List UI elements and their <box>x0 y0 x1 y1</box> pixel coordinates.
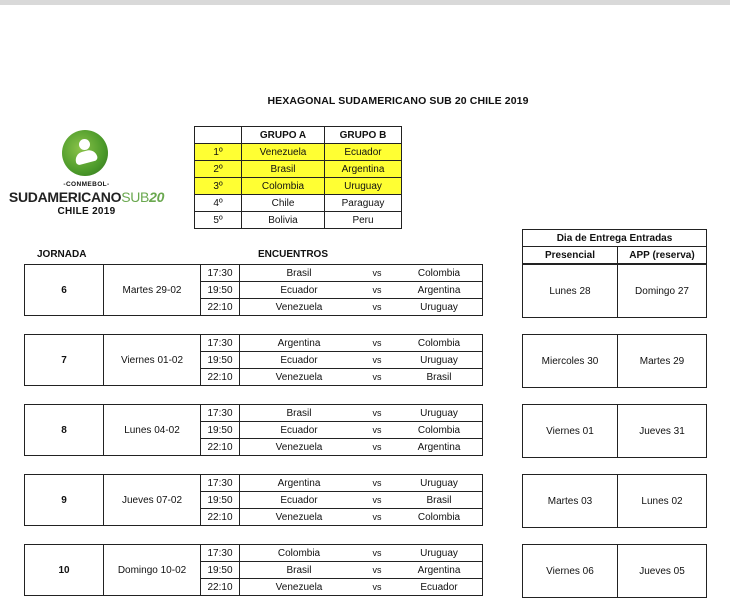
vs-label: vs <box>358 352 396 369</box>
vs-label: vs <box>358 299 396 316</box>
jornada-block <box>24 544 483 596</box>
away-team: Colombia <box>396 335 483 352</box>
match-time: 22:10 <box>201 369 240 386</box>
match-row <box>25 265 483 282</box>
group-a-team: Bolivia <box>242 212 325 229</box>
match-time: 19:50 <box>201 352 240 369</box>
away-team: Colombia <box>396 265 483 282</box>
vs-label: vs <box>358 509 396 526</box>
home-team: Ecuador <box>240 422 359 439</box>
vs-label: vs <box>358 579 396 596</box>
presencial-date: Lunes 28 <box>523 265 618 318</box>
group-a-team: Brasil <box>242 161 325 178</box>
away-team: Argentina <box>396 439 483 456</box>
groups-position: 3º <box>195 178 242 195</box>
presencial-date: Miercoles 30 <box>523 335 618 388</box>
jornada-date: Domingo 10-02 <box>104 545 201 596</box>
away-team: Argentina <box>396 282 483 299</box>
group-b-team: Paraguay <box>325 195 402 212</box>
app-header: APP (reserva) <box>618 247 707 264</box>
away-team: Argentina <box>396 562 483 579</box>
match-time: 19:50 <box>201 422 240 439</box>
groups-header-a: GRUPO A <box>242 127 325 144</box>
away-team: Ecuador <box>396 579 483 596</box>
tournament-logo <box>4 128 169 223</box>
away-team: Uruguay <box>396 475 483 492</box>
away-team: Uruguay <box>396 299 483 316</box>
match-time: 17:30 <box>201 475 240 492</box>
match-time: 19:50 <box>201 492 240 509</box>
presencial-header: Presencial <box>523 247 618 264</box>
home-team: Brasil <box>240 265 359 282</box>
home-team: Ecuador <box>240 282 359 299</box>
vs-label: vs <box>358 422 396 439</box>
groups-position: 4º <box>195 195 242 212</box>
logo-brand-text: SUDAMERICANOSUB20 <box>8 189 165 205</box>
entrega-block <box>522 264 707 318</box>
home-team: Venezuela <box>240 369 359 386</box>
app-date: Martes 29 <box>618 335 707 388</box>
presencial-date: Viernes 06 <box>523 545 618 598</box>
jornada-block <box>24 474 483 526</box>
top-bar <box>0 0 730 5</box>
entrega-header-table <box>522 229 707 264</box>
jornada-number: 9 <box>25 475 104 526</box>
jornada-block <box>24 264 483 316</box>
home-team: Venezuela <box>240 439 359 456</box>
soccer-player-icon <box>62 130 108 176</box>
match-row <box>25 335 483 352</box>
home-team: Brasil <box>240 405 359 422</box>
groups-row <box>195 195 402 212</box>
away-team: Brasil <box>396 492 483 509</box>
groups-position: 2º <box>195 161 242 178</box>
encuentros-header: ENCUENTROS <box>258 249 329 260</box>
group-a-team: Venezuela <box>242 144 325 161</box>
logo-conmebol-text: -CONMEBOL- <box>63 181 110 188</box>
jornada-block <box>24 404 483 456</box>
match-time: 17:30 <box>201 545 240 562</box>
match-row <box>25 405 483 422</box>
app-date: Jueves 31 <box>618 405 707 458</box>
match-time: 22:10 <box>201 299 240 316</box>
away-team: Uruguay <box>396 545 483 562</box>
home-team: Venezuela <box>240 579 359 596</box>
groups-row <box>195 144 402 161</box>
page-title: HEXAGONAL SUDAMERICANO SUB 20 CHILE 2019 <box>267 95 529 107</box>
app-date: Lunes 02 <box>618 475 707 528</box>
app-date: Domingo 27 <box>618 265 707 318</box>
groups-header-b: GRUPO B <box>325 127 402 144</box>
presencial-date: Martes 03 <box>523 475 618 528</box>
jornada-number: 7 <box>25 335 104 386</box>
entrega-block <box>522 544 707 598</box>
jornada-date: Jueves 07-02 <box>104 475 201 526</box>
groups-position: 5º <box>195 212 242 229</box>
home-team: Ecuador <box>240 492 359 509</box>
group-b-team: Uruguay <box>325 178 402 195</box>
group-a-team: Colombia <box>242 178 325 195</box>
vs-label: vs <box>358 562 396 579</box>
jornada-date: Viernes 01-02 <box>104 335 201 386</box>
groups-row <box>195 178 402 195</box>
groups-position: 1º <box>195 144 242 161</box>
entrega-block <box>522 474 707 528</box>
vs-label: vs <box>358 335 396 352</box>
away-team: Brasil <box>396 369 483 386</box>
jornada-date: Martes 29-02 <box>104 265 201 316</box>
home-team: Venezuela <box>240 509 359 526</box>
entrega-block <box>522 404 707 458</box>
home-team: Venezuela <box>240 299 359 316</box>
vs-label: vs <box>358 265 396 282</box>
match-row <box>25 475 483 492</box>
vs-label: vs <box>358 439 396 456</box>
match-time: 19:50 <box>201 562 240 579</box>
away-team: Colombia <box>396 422 483 439</box>
match-time: 22:10 <box>201 439 240 456</box>
away-team: Colombia <box>396 509 483 526</box>
jornada-header: JORNADA <box>37 249 87 260</box>
groups-header-row <box>195 127 402 144</box>
away-team: Uruguay <box>396 352 483 369</box>
group-b-team: Peru <box>325 212 402 229</box>
groups-row <box>195 161 402 178</box>
groups-row <box>195 212 402 229</box>
match-time: 17:30 <box>201 335 240 352</box>
match-row <box>25 545 483 562</box>
home-team: Argentina <box>240 475 359 492</box>
vs-label: vs <box>358 282 396 299</box>
vs-label: vs <box>358 405 396 422</box>
match-time: 22:10 <box>201 579 240 596</box>
vs-label: vs <box>358 545 396 562</box>
home-team: Ecuador <box>240 352 359 369</box>
jornada-number: 6 <box>25 265 104 316</box>
jornada-block <box>24 334 483 386</box>
match-time: 22:10 <box>201 509 240 526</box>
vs-label: vs <box>358 475 396 492</box>
away-team: Uruguay <box>396 405 483 422</box>
vs-label: vs <box>358 369 396 386</box>
logo-year-text: CHILE 2019 <box>57 206 116 217</box>
groups-table <box>194 126 402 229</box>
jornada-number: 8 <box>25 405 104 456</box>
match-time: 17:30 <box>201 265 240 282</box>
jornada-date: Lunes 04-02 <box>104 405 201 456</box>
home-team: Brasil <box>240 562 359 579</box>
groups-header-blank <box>195 127 242 144</box>
group-b-team: Ecuador <box>325 144 402 161</box>
match-time: 17:30 <box>201 405 240 422</box>
match-time: 19:50 <box>201 282 240 299</box>
jornada-number: 10 <box>25 545 104 596</box>
entrega-block <box>522 334 707 388</box>
group-a-team: Chile <box>242 195 325 212</box>
home-team: Argentina <box>240 335 359 352</box>
vs-label: vs <box>358 492 396 509</box>
presencial-date: Viernes 01 <box>523 405 618 458</box>
group-b-team: Argentina <box>325 161 402 178</box>
entrega-title: Dia de Entrega Entradas <box>523 230 707 247</box>
app-date: Jueves 05 <box>618 545 707 598</box>
home-team: Colombia <box>240 545 359 562</box>
